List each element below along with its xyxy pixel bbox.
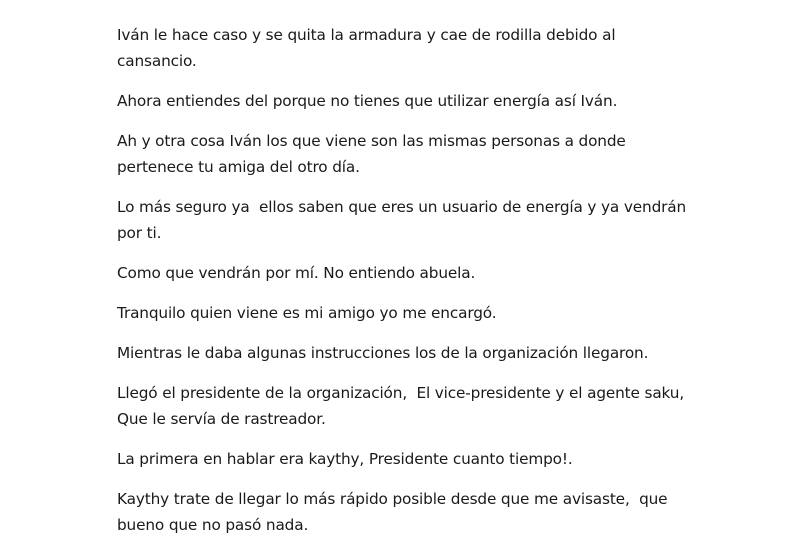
paragraph: La primera en hablar era kaythy, Presidente cuanto tiempo!. xyxy=(117,450,573,468)
paragraph: Kaythy trate de llegar lo más rápido posible desde que me avisaste, que bueno que no pasó nada. xyxy=(117,490,668,534)
paragraph: Lo más seguro ya ellos saben que eres un usuario de energía y ya vendrán por ti. xyxy=(117,198,687,242)
document-body xyxy=(117,22,717,552)
paragraph: Mientras le daba algunas instrucciones los de la organización llegaron. xyxy=(117,344,649,362)
paragraph: Iván le hace caso y se quita la armadura y cae de rodilla debido al cansancio. xyxy=(117,26,616,70)
paragraph: Como que vendrán por mí. No entiendo abuela. xyxy=(117,264,476,282)
paragraph: Ahora entiendes del porque no tienes que utilizar energía así Iván. xyxy=(117,92,618,110)
paragraph: Tranquilo quien viene es mi amigo yo me encargó. xyxy=(117,304,497,322)
paragraph: Llegó el presidente de la organización, El vice-presidente y el agente saku, Que le servía de rastreador. xyxy=(117,384,685,428)
paragraph: Ah y otra cosa Iván los que viene son las mismas personas a donde pertenece tu amiga del otro día. xyxy=(117,132,626,176)
